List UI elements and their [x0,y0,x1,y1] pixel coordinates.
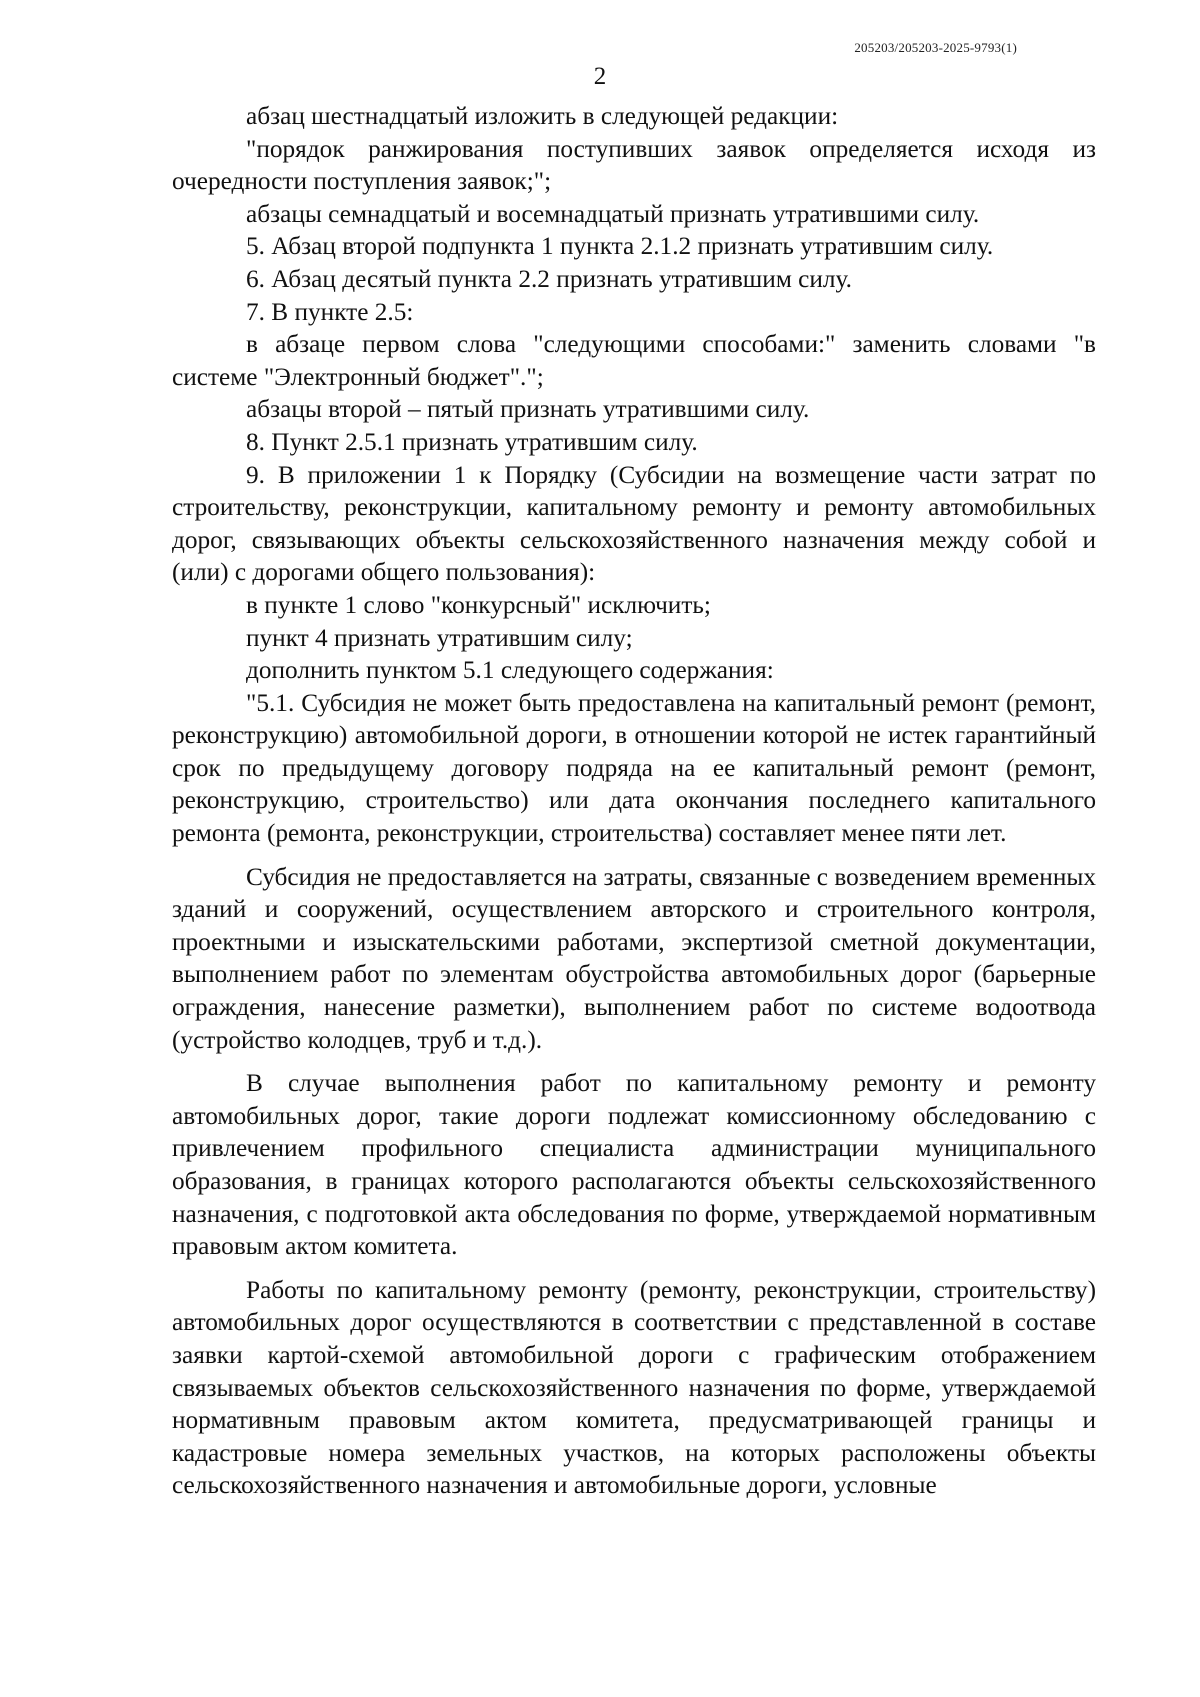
paragraph: 8. Пункт 2.5.1 признать утратившим силу. [246,427,698,456]
paragraph: В случае выполнения работ по капитальному ремонту и ремонту автомобильных дорог, такие дороги подлежат комиссионному обследованию с привлечением профильного специалиста администрации муниципального образования, в границах которого располагаются объекты сельскохозяйственного назначения, с подготовкой акта обследования по форме, утверждаемой нормативным правовым актом комитета. [172,1069,1096,1261]
document-body [172,100,1096,1502]
paragraph: пункт 4 признать утратившим силу; [246,623,633,652]
paragraph: в абзаце первом слова "следующими способами:" заменить словами "в системе "Электронный бюджет"."; [172,330,1096,391]
paragraph: в пункте 1 слово "конкурсный" исключить; [246,590,711,619]
paragraph: Работы по капитальному ремонту (ремонту, реконструкции, строительству) автомобильных дорог осуществляются в соответствии с представленной в составе заявки картой-схемой автомобильной дороги с графическим отображением связываемых объектов сельскохозяйственного назначения по форме, утверждаемой нормативным правовым актом комитета, предусматривающей границы и кадастровые номера земельных участков, на которых расположены объекты сельскохозяйственного назначения и автомобильные дороги, условные [172,1275,1096,1500]
paragraph: абзац шестнадцатый изложить в следующей редакции: [246,102,839,130]
paragraph: "порядок ранжирования поступивших заявок определяется исходя из очередности поступления заявок;"; [172,134,1096,196]
paragraph: 7. В пункте 2.5: [246,297,414,326]
page-number: 2 [593,63,607,90]
paragraph: Субсидия не предоставляется на затраты, связанные с возведением временных зданий и сооружений, осуществлением авторского и строительного контроля, проектными и изыскательскими работами, экспертизой сметной документации, выполнением работ по элементам обустройства автомобильных дорог (барьерные ограждения, нанесение разметки), выполнением работ по системе водоотвода (устройство колодцев, труб и т.д.). [172,862,1096,1054]
paragraph: дополнить пунктом 5.1 следующего содержания: [246,656,774,685]
paragraph: абзацы второй – пятый признать утратившими силу. [246,395,810,424]
paragraph: 6. Абзац десятый пункта 2.2 признать утратившим силу. [246,264,852,293]
paragraph: "5.1. Субсидия не может быть предоставлена на капитальный ремонт (ремонт, реконструкцию) автомобильной дороги, в отношении которой не истек гарантийный срок по предыдущему договору подряда на ее капитальный ремонт (ремонт, реконструкцию, строительство) или дата окончания последнего капитального ремонта (ремонта, реконструкции, строительства) составляет менее пяти лет. [172,688,1096,848]
paragraph: 5. Абзац второй подпункта 1 пункта 2.1.2 признать утратившим силу. [246,232,994,261]
paragraph: абзацы семнадцатый и восемнадцатый признать утратившими силу. [246,199,980,228]
document-id: 205203/205203-2025-9793(1) [854,40,1017,55]
paragraph: 9. В приложении 1 к Порядку (Субсидии на возмещение части затрат по строительству, реконструкции, капитальному ремонту и ремонту автомобильных дорог, связывающих объекты сельскохозяйственного назначения между собой и (или) с дорогами общего пользования): [172,460,1096,587]
